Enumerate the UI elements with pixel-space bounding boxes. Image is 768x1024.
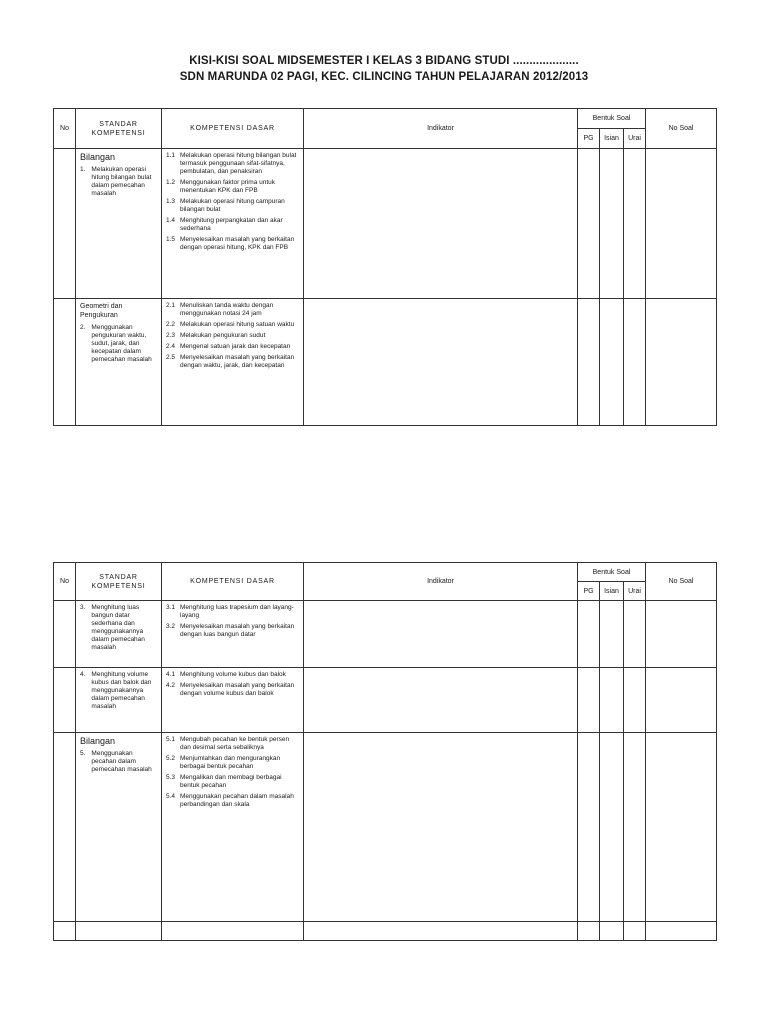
kisi-kisi-table-2 — [53, 562, 717, 941]
cell-no — [54, 299, 76, 426]
kd-text: Menyelesaikan masalah yang berkaitan dengan waktu, jarak, dan kecepatan — [180, 354, 295, 369]
table-row — [54, 149, 717, 299]
header-bentuk-soal: Bentuk Soal — [578, 563, 646, 582]
standard-number: 5. — [80, 750, 86, 757]
cell-no-soal — [646, 299, 717, 426]
cell-no-soal — [646, 733, 717, 922]
header-no-soal: No Soal — [646, 109, 717, 149]
standard-number: 3. — [80, 604, 86, 611]
cell-kompetensi-dasar — [162, 922, 304, 941]
kd-number: 1.4 — [166, 217, 176, 224]
kisi-kisi-table-1 — [53, 108, 717, 426]
kd-text: Menggunakan faktor prima untuk menentukan KPK dan FPB — [180, 179, 276, 194]
cell-kompetensi-dasar — [162, 299, 304, 426]
cell-pg — [578, 922, 600, 941]
cell-standar-kompetensi — [76, 299, 162, 426]
cell-isian — [600, 922, 624, 941]
header-urai: Urai — [624, 582, 646, 601]
cell-urai — [624, 922, 646, 941]
cell-urai — [624, 299, 646, 426]
header-standar-line2: KOMPETENSI — [91, 582, 146, 590]
kd-text: Menghitung luas trapesium dan layang-layang — [180, 604, 294, 619]
kd-text: Melakukan operasi hitung campuran bilangan bulat — [180, 198, 285, 213]
cell-indikator — [304, 299, 578, 426]
cell-standar-kompetensi — [76, 733, 162, 922]
header-standar-line1: STANDAR — [99, 120, 138, 128]
cell-kompetensi-dasar — [162, 149, 304, 299]
kd-text: Mengubah pecahan ke bentuk persen dan desimal serta sebaliknya — [180, 736, 290, 751]
kd-text: Melakukan operasi hitung satuan waktu — [180, 321, 295, 328]
kd-number: 2.4 — [166, 343, 176, 350]
standard-number: 1. — [80, 166, 86, 173]
standard-number: 4. — [80, 671, 86, 678]
cell-pg — [578, 601, 600, 668]
cell-no-soal — [646, 668, 717, 733]
kd-number: 1.3 — [166, 198, 176, 205]
cell-standar-kompetensi — [76, 668, 162, 733]
kd-text: Melakukan pengukuran sudut — [180, 332, 266, 339]
cell-kompetensi-dasar — [162, 668, 304, 733]
header-kompetensi-dasar: KOMPETENSI DASAR — [162, 563, 304, 601]
standard-text: Menggunakan pengukuran waktu, sudut, jarak, dan kecepatan dalam pemecahan masalah — [91, 324, 152, 363]
header-no-soal: No Soal — [646, 563, 717, 601]
category-label: Geometri dan Pengukuran — [80, 303, 123, 319]
document-title-line2: SDN MARUNDA 02 PAGI, KEC. CILINCING TAHUN PELAJARAN 2012/2013 — [179, 71, 589, 83]
header-isian: Isian — [600, 582, 624, 601]
cell-urai — [624, 733, 646, 922]
kd-text: Menghitung perpangkatan dan akar sederhana — [180, 217, 283, 232]
header-standar-kompetensi — [76, 109, 162, 149]
cell-indikator — [304, 733, 578, 922]
cell-pg — [578, 668, 600, 733]
header-standar-line2: KOMPETENSI — [91, 129, 146, 137]
category-label: Bilangan — [80, 152, 116, 162]
cell-no — [54, 668, 76, 733]
cell-indikator — [304, 668, 578, 733]
header-bentuk-soal: Bentuk Soal — [578, 109, 646, 129]
header-pg: PG — [578, 129, 600, 149]
header-no: No — [54, 563, 76, 601]
kd-number: 5.2 — [166, 755, 176, 762]
cell-kompetensi-dasar — [162, 601, 304, 668]
header-urai: Urai — [624, 129, 646, 149]
table-row — [54, 733, 717, 922]
kd-number: 5.3 — [166, 774, 176, 781]
table-row — [54, 299, 717, 426]
header-standar-kompetensi — [76, 563, 162, 601]
standard-number: 2. — [80, 324, 86, 331]
header-indikator: Indikator — [304, 563, 578, 601]
cell-urai — [624, 601, 646, 668]
kd-number: 1.1 — [166, 152, 176, 159]
cell-urai — [624, 668, 646, 733]
header-indikator: Indikator — [304, 109, 578, 149]
header-pg: PG — [578, 582, 600, 601]
cell-indikator — [304, 149, 578, 299]
kd-text: Menjumlahkan dan mengurangkan berbagai bentuk pecahan — [180, 755, 281, 770]
header-isian: Isian — [600, 129, 624, 149]
cell-isian — [600, 733, 624, 922]
kd-number: 1.5 — [166, 236, 176, 243]
cell-no-soal — [646, 601, 717, 668]
kd-number: 2.3 — [166, 332, 176, 339]
kd-number: 5.1 — [166, 736, 176, 743]
kd-number: 2.1 — [166, 302, 176, 309]
table-row — [54, 668, 717, 733]
table-row — [54, 922, 717, 941]
cell-isian — [600, 149, 624, 299]
cell-isian — [600, 299, 624, 426]
cell-pg — [578, 299, 600, 426]
standard-text: Menggunakan pecahan dalam pemecahan masalah — [91, 750, 152, 773]
cell-indikator — [304, 922, 578, 941]
kd-number: 3.2 — [166, 623, 176, 630]
cell-pg — [578, 733, 600, 922]
kd-text: Menyelesaikan masalah yang berkaitan dengan luas bangun datar — [180, 623, 295, 638]
cell-no — [54, 149, 76, 299]
cell-standar-kompetensi — [76, 149, 162, 299]
cell-indikator — [304, 601, 578, 668]
standard-text: Melakukan operasi hitung bilangan bulat dalam pemecahan masalah — [91, 166, 152, 197]
cell-urai — [624, 149, 646, 299]
cell-no — [54, 601, 76, 668]
header-no: No — [54, 109, 76, 149]
kd-number: 4.2 — [166, 682, 176, 689]
category-label: Bilangan — [80, 736, 116, 746]
kd-text: Menuliskan tanda waktu dengan menggunakan notasi 24 jam — [180, 302, 274, 317]
kd-number: 4.1 — [166, 671, 176, 678]
header-standar-line1: STANDAR — [99, 573, 138, 581]
cell-pg — [578, 149, 600, 299]
kd-text: Menyelesaikan masalah yang berkaitan dengan operasi hitung, KPK dan FPB — [180, 236, 295, 251]
kd-number: 1.2 — [166, 179, 176, 186]
cell-standar-kompetensi — [76, 601, 162, 668]
kd-text: Mengenal satuan jarak dan kecepatan — [180, 343, 291, 350]
kd-number: 5.4 — [166, 793, 176, 800]
kd-text: Menyelesaikan masalah yang berkaitan dengan volume kubus dan balok — [180, 682, 295, 697]
cell-isian — [600, 668, 624, 733]
cell-no — [54, 733, 76, 922]
standard-text: Menghitung luas bangun datar sederhana dan menggunakannya dalam pemecahan masalah — [91, 604, 145, 651]
cell-isian — [600, 601, 624, 668]
standard-text: Menghitung volume kubus dan balok dan menggunakannya dalam pemecahan masalah — [91, 671, 152, 710]
table-row — [54, 601, 717, 668]
header-kompetensi-dasar: KOMPETENSI DASAR — [162, 109, 304, 149]
kd-text: Melakukan operasi hitung bilangan bulat termasuk penggunaan sifat-sifatnya, pembulatan, dan penaksiran — [180, 152, 297, 175]
cell-no — [54, 922, 76, 941]
kd-number: 3.1 — [166, 604, 176, 611]
kd-text: Menghitung volume kubus dan balok — [180, 671, 286, 678]
cell-no-soal — [646, 149, 717, 299]
cell-standar-kompetensi — [76, 922, 162, 941]
cell-kompetensi-dasar — [162, 733, 304, 922]
kd-text: Menggunakan pecahan dalam masalah perbandingan dan skala — [180, 793, 294, 808]
cell-no-soal — [646, 922, 717, 941]
kd-text: Mengalikan dan membagi berbagai bentuk pecahan — [180, 774, 282, 789]
document-title-line1: KISI-KISI SOAL MIDSEMESTER I KELAS 3 BIDANG STUDI .................... — [189, 55, 579, 67]
kd-number: 2.2 — [166, 321, 176, 328]
kd-number: 2.5 — [166, 354, 176, 361]
